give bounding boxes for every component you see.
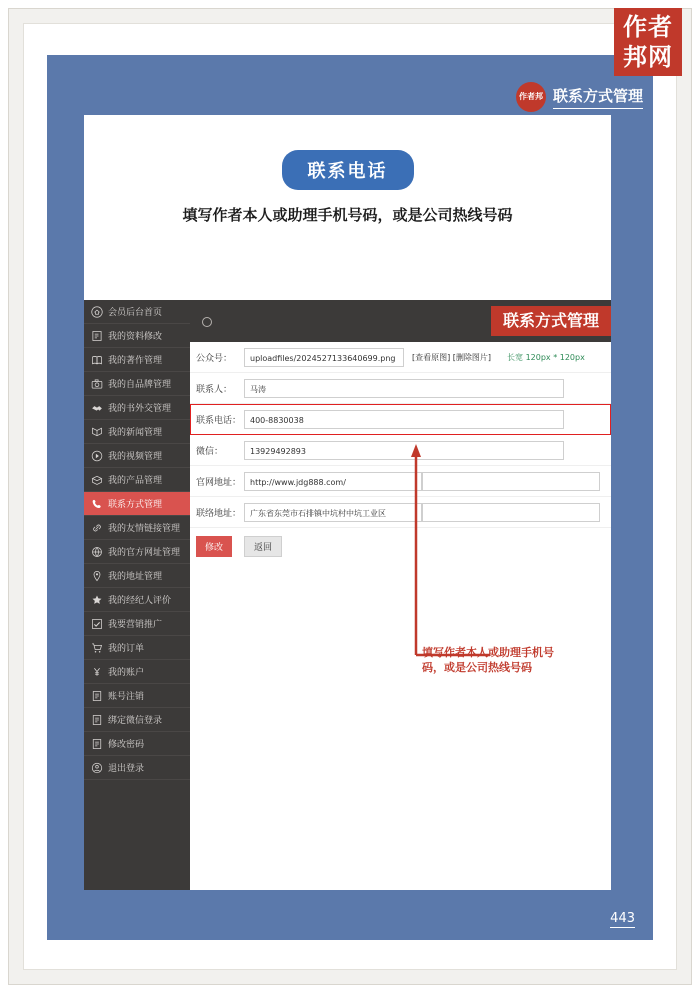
- sidebar-item-12[interactable]: [84, 588, 190, 612]
- form-actions: [190, 528, 611, 557]
- sidebar-item-label: 会员后台首页: [108, 308, 163, 318]
- contact-form: [190, 342, 611, 557]
- slide-card: [84, 115, 611, 890]
- input-website[interactable]: http://www.jdg888.com/: [244, 472, 422, 491]
- submit-button[interactable]: 修改: [196, 536, 232, 557]
- brand-logo-icon: 作者邦: [516, 82, 546, 112]
- slide-title: 联系方式管理: [553, 85, 643, 109]
- sidebar-item-19[interactable]: [84, 756, 190, 780]
- logout-icon: [91, 762, 103, 774]
- back-button[interactable]: 返回: [244, 536, 282, 557]
- sidebar-item-5[interactable]: [84, 420, 190, 444]
- sidebar-item-label: 联系方式管理: [108, 500, 163, 510]
- form-row-contact-phone: [190, 404, 611, 435]
- form-row-public-account: [190, 342, 611, 373]
- sidebar-item-label: 我的自品牌管理: [108, 380, 172, 390]
- form-row-website: [190, 466, 611, 497]
- sidebar-item-15[interactable]: [84, 660, 190, 684]
- camera-icon: [91, 378, 103, 390]
- label-wechat: 微信：: [196, 446, 224, 457]
- input-website-extra[interactable]: [422, 472, 600, 491]
- input-address[interactable]: 广东省东莞市石排镇中坑村中坑工业区: [244, 503, 422, 522]
- sidebar-item-0[interactable]: [84, 300, 190, 324]
- watermark-line-1: 作者: [623, 13, 673, 41]
- home-icon: [91, 306, 103, 318]
- sidebar-item-4[interactable]: [84, 396, 190, 420]
- sidebar-item-label: 我的著作管理: [108, 356, 163, 366]
- sidebar-item-7[interactable]: [84, 468, 190, 492]
- box-icon: [91, 474, 103, 486]
- sidebar-item-label: 账号注销: [108, 692, 145, 702]
- sidebar-item-2[interactable]: [84, 348, 190, 372]
- check-icon: [91, 618, 103, 630]
- sidebar-item-3[interactable]: [84, 372, 190, 396]
- globe-icon: [91, 546, 103, 558]
- sidebar-item-13[interactable]: [84, 612, 190, 636]
- pin-icon: [91, 570, 103, 582]
- sidebar-item-label: 修改密码: [108, 740, 145, 750]
- input-contact-phone[interactable]: 400-8830038: [244, 410, 564, 429]
- edit-icon: [91, 330, 103, 342]
- link-icon: [91, 522, 103, 534]
- handshake-icon: [91, 402, 103, 414]
- sidebar-item-label: 我的产品管理: [108, 476, 163, 486]
- banner-subtitle: 填写作者本人或助理手机号码，或是公司热线号码: [182, 206, 513, 224]
- watermark-line-2: 邦网: [623, 43, 673, 71]
- sidebar[interactable]: [84, 300, 190, 890]
- sidebar-item-label: 绑定微信登录: [108, 716, 163, 726]
- input-address-extra[interactable]: [422, 503, 600, 522]
- status-dot-icon: [202, 317, 212, 327]
- sidebar-item-11[interactable]: [84, 564, 190, 588]
- slide-header: [47, 55, 653, 115]
- label-address: 联络地址：: [196, 508, 242, 519]
- sidebar-item-8[interactable]: [84, 492, 190, 516]
- sidebar-item-label: 我的官方网址管理: [108, 548, 181, 558]
- sidebar-item-label: 我的地址管理: [108, 572, 163, 582]
- form-row-contact-person: [190, 373, 611, 404]
- sidebar-item-label: 退出登录: [108, 764, 145, 774]
- sidebar-item-label: 我的资料修改: [108, 332, 163, 342]
- sidebar-item-6[interactable]: [84, 444, 190, 468]
- sidebar-item-1[interactable]: [84, 324, 190, 348]
- panel-title: 联系方式管理: [491, 306, 611, 336]
- page-number: 443: [610, 911, 635, 926]
- sidebar-item-16[interactable]: [84, 684, 190, 708]
- label-website: 官网地址：: [196, 477, 242, 488]
- coin-icon: [91, 666, 103, 678]
- banner-title: 联系电话: [282, 150, 414, 190]
- key-icon: [91, 738, 103, 750]
- banner: [84, 150, 611, 225]
- label-contact-phone: 联系电话：: [196, 415, 242, 426]
- sidebar-item-label: 我的新闻管理: [108, 428, 163, 438]
- input-public-account[interactable]: uploadfiles/2024527133640699.png: [244, 348, 404, 367]
- sidebar-item-label: 我的经纪人评价: [108, 596, 172, 606]
- form-row-address: [190, 497, 611, 528]
- play-icon: [91, 450, 103, 462]
- sidebar-item-17[interactable]: [84, 708, 190, 732]
- annotation-note: 填写作者本人或助理手机号码，或是公司热线号码: [422, 646, 554, 674]
- sidebar-item-label: 我的订单: [108, 644, 145, 654]
- star-icon: [91, 594, 103, 606]
- input-wechat[interactable]: 13929492893: [244, 441, 564, 460]
- wechat-icon: [91, 714, 103, 726]
- doc-icon: [91, 690, 103, 702]
- label-public-account: 公众号：: [196, 353, 233, 364]
- sidebar-item-18[interactable]: [84, 732, 190, 756]
- sidebar-item-label: 我的书外交管理: [108, 404, 172, 414]
- main-panel: [190, 300, 611, 890]
- sidebar-item-10[interactable]: [84, 540, 190, 564]
- book-icon: [91, 354, 103, 366]
- sidebar-item-9[interactable]: [84, 516, 190, 540]
- slide: [47, 55, 653, 940]
- input-contact-person[interactable]: 马涛: [244, 379, 564, 398]
- news-icon: [91, 426, 103, 438]
- cart-icon: [91, 642, 103, 654]
- sidebar-item-label: 我的视频管理: [108, 452, 163, 462]
- file-links[interactable]: [查看原图] [删除图片]: [412, 352, 492, 362]
- file-size-note: 长宽 120px * 120px: [507, 352, 585, 362]
- label-contact-person: 联系人：: [196, 384, 233, 395]
- phone-icon: [91, 498, 103, 510]
- sidebar-item-label: 我的账户: [108, 668, 145, 678]
- sidebar-item-label: 我的友情链接管理: [108, 524, 181, 534]
- sidebar-item-label: 我要营销推广: [108, 620, 163, 630]
- site-watermark-logo: [614, 8, 682, 76]
- slide-header-right: [516, 82, 643, 112]
- form-row-wechat: [190, 435, 611, 466]
- app-screenshot: [84, 300, 611, 890]
- sidebar-item-14[interactable]: [84, 636, 190, 660]
- main-panel-header: [190, 300, 611, 342]
